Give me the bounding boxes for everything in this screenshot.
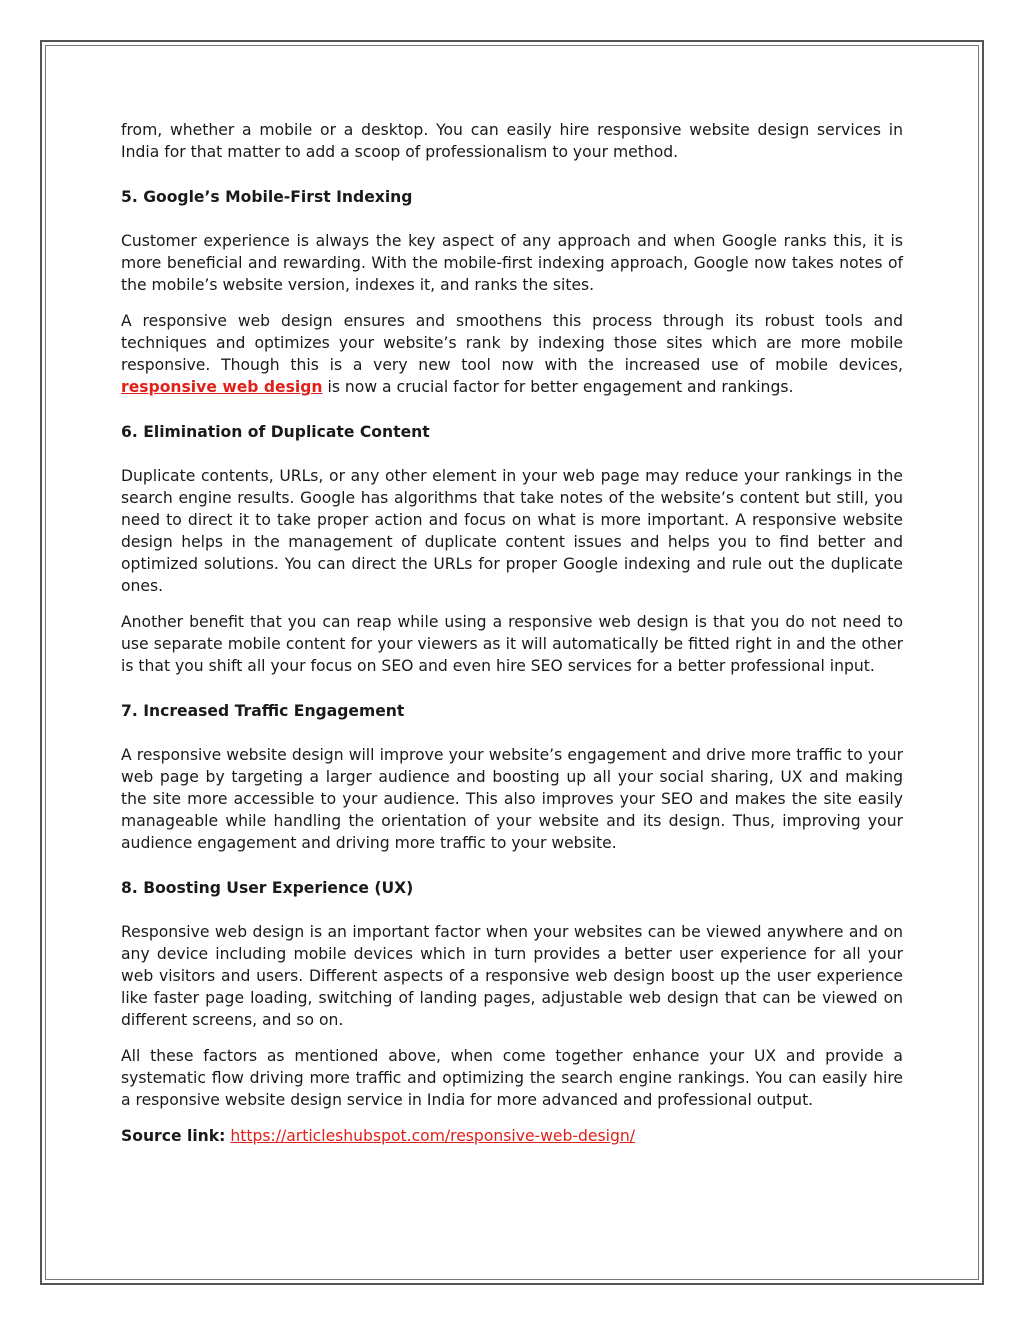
section-8-paragraph-1: Responsive web design is an important factor when your websites can be viewed anywhere and on any device including mobile devices which in turn provides a better user experience for all your web visitors and users. Different aspects of a responsive web design boost up the user experience like faster page loading, switching of landing pages, adjustable web design that can be viewed on different screens, and so on. xyxy=(121,923,903,1029)
section-6-paragraph-2: Another benefit that you can reap while using a responsive web design is that you do not need to use separate mobile content for your viewers as it will automatically be fitted right in and the other is that you shift all your focus on SEO and even hire SEO services for a better professional input. xyxy=(121,613,903,675)
section-8-paragraph-2: All these factors as mentioned above, when come together enhance your UX and provide a systematic flow driving more traffic and optimizing the search engine rankings. You can easily hire a responsive website design service in India for more advanced and professional output. xyxy=(121,1047,903,1109)
responsive-web-design-link[interactable]: responsive web design xyxy=(121,378,323,396)
section-7-paragraph-1: A responsive website design will improve your website’s engagement and drive more traffic to your web page by targeting a larger audience and boosting up all your social sharing, UX and making the site more accessible to your audience. This also improves your SEO and makes the site easily manageable while handling the orientation of your website and its design. Thus, improving your audience engagement and driving more traffic to your website. xyxy=(121,746,903,852)
section-8-heading: 8. Boosting User Experience (UX) xyxy=(121,879,414,897)
section-5-paragraph-2-text-before: A responsive web design ensures and smoothens this process through its robust tools and techniques and optimizes your website’s rank by indexing those sites which are more mobile responsive. Though this is a very new tool now with the increased use of mobile devices, xyxy=(121,312,903,374)
source-label: Source link: xyxy=(121,1127,226,1145)
section-5-paragraph-2 xyxy=(121,310,903,398)
section-5-paragraph-2-text-after: is now a crucial factor for better engagement and rankings. xyxy=(322,378,794,396)
article-body xyxy=(121,119,903,1147)
source-url-link[interactable]: https://articleshubspot.com/responsive-web-design/ xyxy=(230,1127,636,1145)
intro-paragraph: from, whether a mobile or a desktop. You can easily hire responsive website design services in India for that matter to add a scoop of professionalism to your method. xyxy=(121,121,903,161)
source-line xyxy=(121,1125,903,1147)
section-7-heading: 7. Increased Traffic Engagement xyxy=(121,702,405,720)
section-5-paragraph-1: Customer experience is always the key aspect of any approach and when Google ranks this, it is more beneficial and rewarding. With the mobile-first indexing approach, Google now takes notes of the mobile’s website version, indexes it, and ranks the sites. xyxy=(121,232,903,294)
section-5-heading: 5. Google’s Mobile-First Indexing xyxy=(121,188,413,206)
section-6-paragraph-1: Duplicate contents, URLs, or any other element in your web page may reduce your rankings in the search engine results. Google has algorithms that take notes of the website’s content but still, you need to direct it to take proper action and focus on what is more important. A responsive website design helps in the management of duplicate content issues and helps you to find better and optimized solutions. You can direct the URLs for proper Google indexing and rule out the duplicate ones. xyxy=(121,467,903,595)
section-6-heading: 6. Elimination of Duplicate Content xyxy=(121,423,430,441)
